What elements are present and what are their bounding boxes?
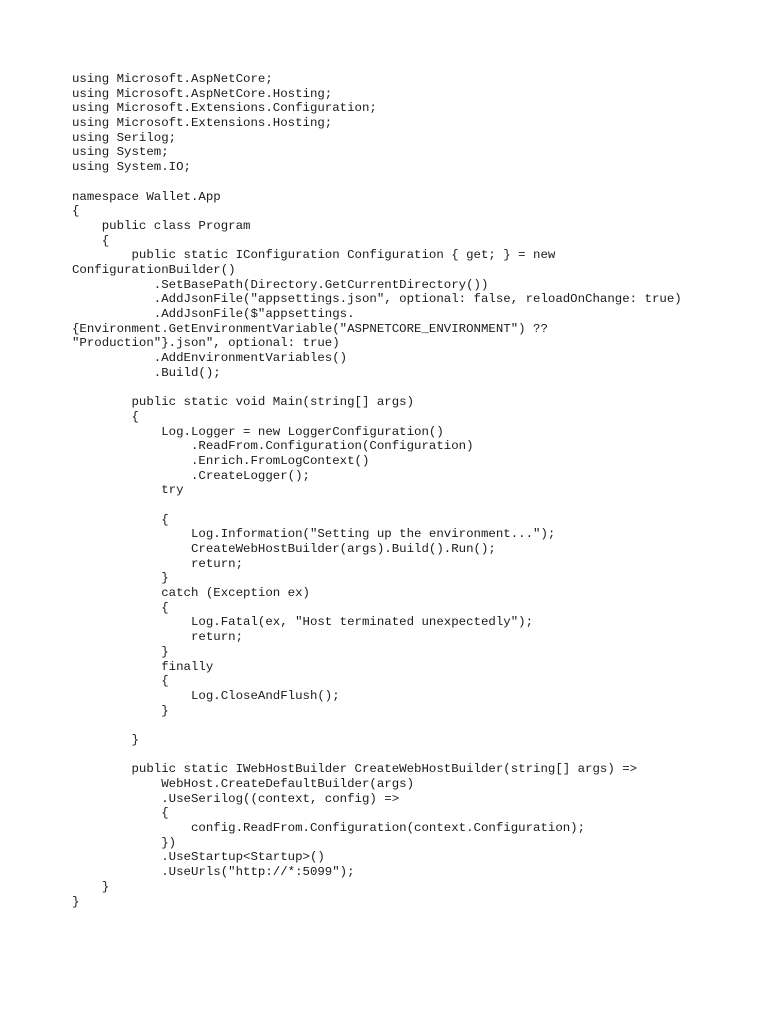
code-line: .UseUrls("http://*:5099"); <box>72 865 355 880</box>
code-line: .UseSerilog((context, config) => <box>72 791 400 806</box>
code-line: .CreateLogger(); <box>72 468 310 483</box>
code-line <box>72 748 752 763</box>
code-line: Log.Logger = new LoggerConfiguration() <box>72 424 444 439</box>
code-line: .AddJsonFile("appsettings.json", optional: false, reloadOnChange: true) <box>72 292 682 307</box>
code-line: try <box>72 483 184 498</box>
code-line: .Build(); <box>72 365 221 380</box>
code-line: { <box>72 600 169 615</box>
code-line: public static IWebHostBuilder CreateWebHostBuilder(string[] args) => <box>72 762 638 777</box>
code-line: finally <box>72 659 214 674</box>
code-line: { <box>72 512 169 527</box>
code-line: Log.CloseAndFlush(); <box>72 688 340 703</box>
code-line: using Microsoft.Extensions.Configuration; <box>72 101 377 116</box>
code-line: using Microsoft.AspNetCore.Hosting; <box>72 86 333 101</box>
code-line: using Serilog; <box>72 130 177 145</box>
code-line: .Enrich.FromLogContext() <box>72 453 370 468</box>
code-line: using System; <box>72 145 169 160</box>
code-line: {Environment.GetEnvironmentVariable("ASPNETCORE_ENVIRONMENT") ?? <box>72 321 548 336</box>
code-line: } <box>72 571 169 586</box>
code-line <box>72 498 752 513</box>
code-line: return; <box>72 556 244 571</box>
code-line: catch (Exception ex) <box>72 586 310 601</box>
code-line: using Microsoft.Extensions.Hosting; <box>72 116 333 131</box>
code-line: { <box>72 233 110 248</box>
code-line: public static void Main(string[] args) <box>72 395 415 410</box>
code-line: "Production"}.json", optional: true) <box>72 336 340 351</box>
code-line: { <box>72 204 80 219</box>
code-line: public static IConfiguration Configuration { get; } = new <box>72 248 556 263</box>
code-line: { <box>72 409 139 424</box>
code-line: namespace Wallet.App <box>72 189 221 204</box>
code-line: public class Program <box>72 218 251 233</box>
code-line: ConfigurationBuilder() <box>72 262 236 277</box>
code-line: .ReadFrom.Configuration(Configuration) <box>72 439 474 454</box>
code-line: WebHost.CreateDefaultBuilder(args) <box>72 777 415 791</box>
code-line: }) <box>72 835 177 850</box>
code-listing <box>72 72 752 909</box>
code-line: } <box>72 732 139 747</box>
code-line: .AddJsonFile($"appsettings. <box>72 307 355 321</box>
code-line: .AddEnvironmentVariables() <box>72 351 348 366</box>
code-line <box>72 718 752 733</box>
code-line: Log.Fatal(ex, "Host terminated unexpectedly"); <box>72 615 534 630</box>
code-line: .UseStartup<Startup>() <box>72 850 325 865</box>
code-line: { <box>72 674 169 689</box>
code-line: return; <box>72 630 244 645</box>
code-line: } <box>72 894 80 909</box>
code-line: using System.IO; <box>72 160 191 175</box>
code-line: CreateWebHostBuilder(args).Build().Run(); <box>72 542 496 556</box>
code-line: config.ReadFrom.Configuration(context.Configuration); <box>72 821 586 836</box>
code-line: using Microsoft.AspNetCore; <box>72 72 273 86</box>
code-line: { <box>72 806 169 821</box>
code-line <box>72 175 752 190</box>
code-line <box>72 380 752 395</box>
code-line: } <box>72 703 169 718</box>
code-line: .SetBasePath(Directory.GetCurrentDirectory()) <box>72 277 489 292</box>
code-line: Log.Information("Setting up the environment..."); <box>72 527 556 542</box>
code-line: } <box>72 644 169 659</box>
code-line: } <box>72 879 110 894</box>
